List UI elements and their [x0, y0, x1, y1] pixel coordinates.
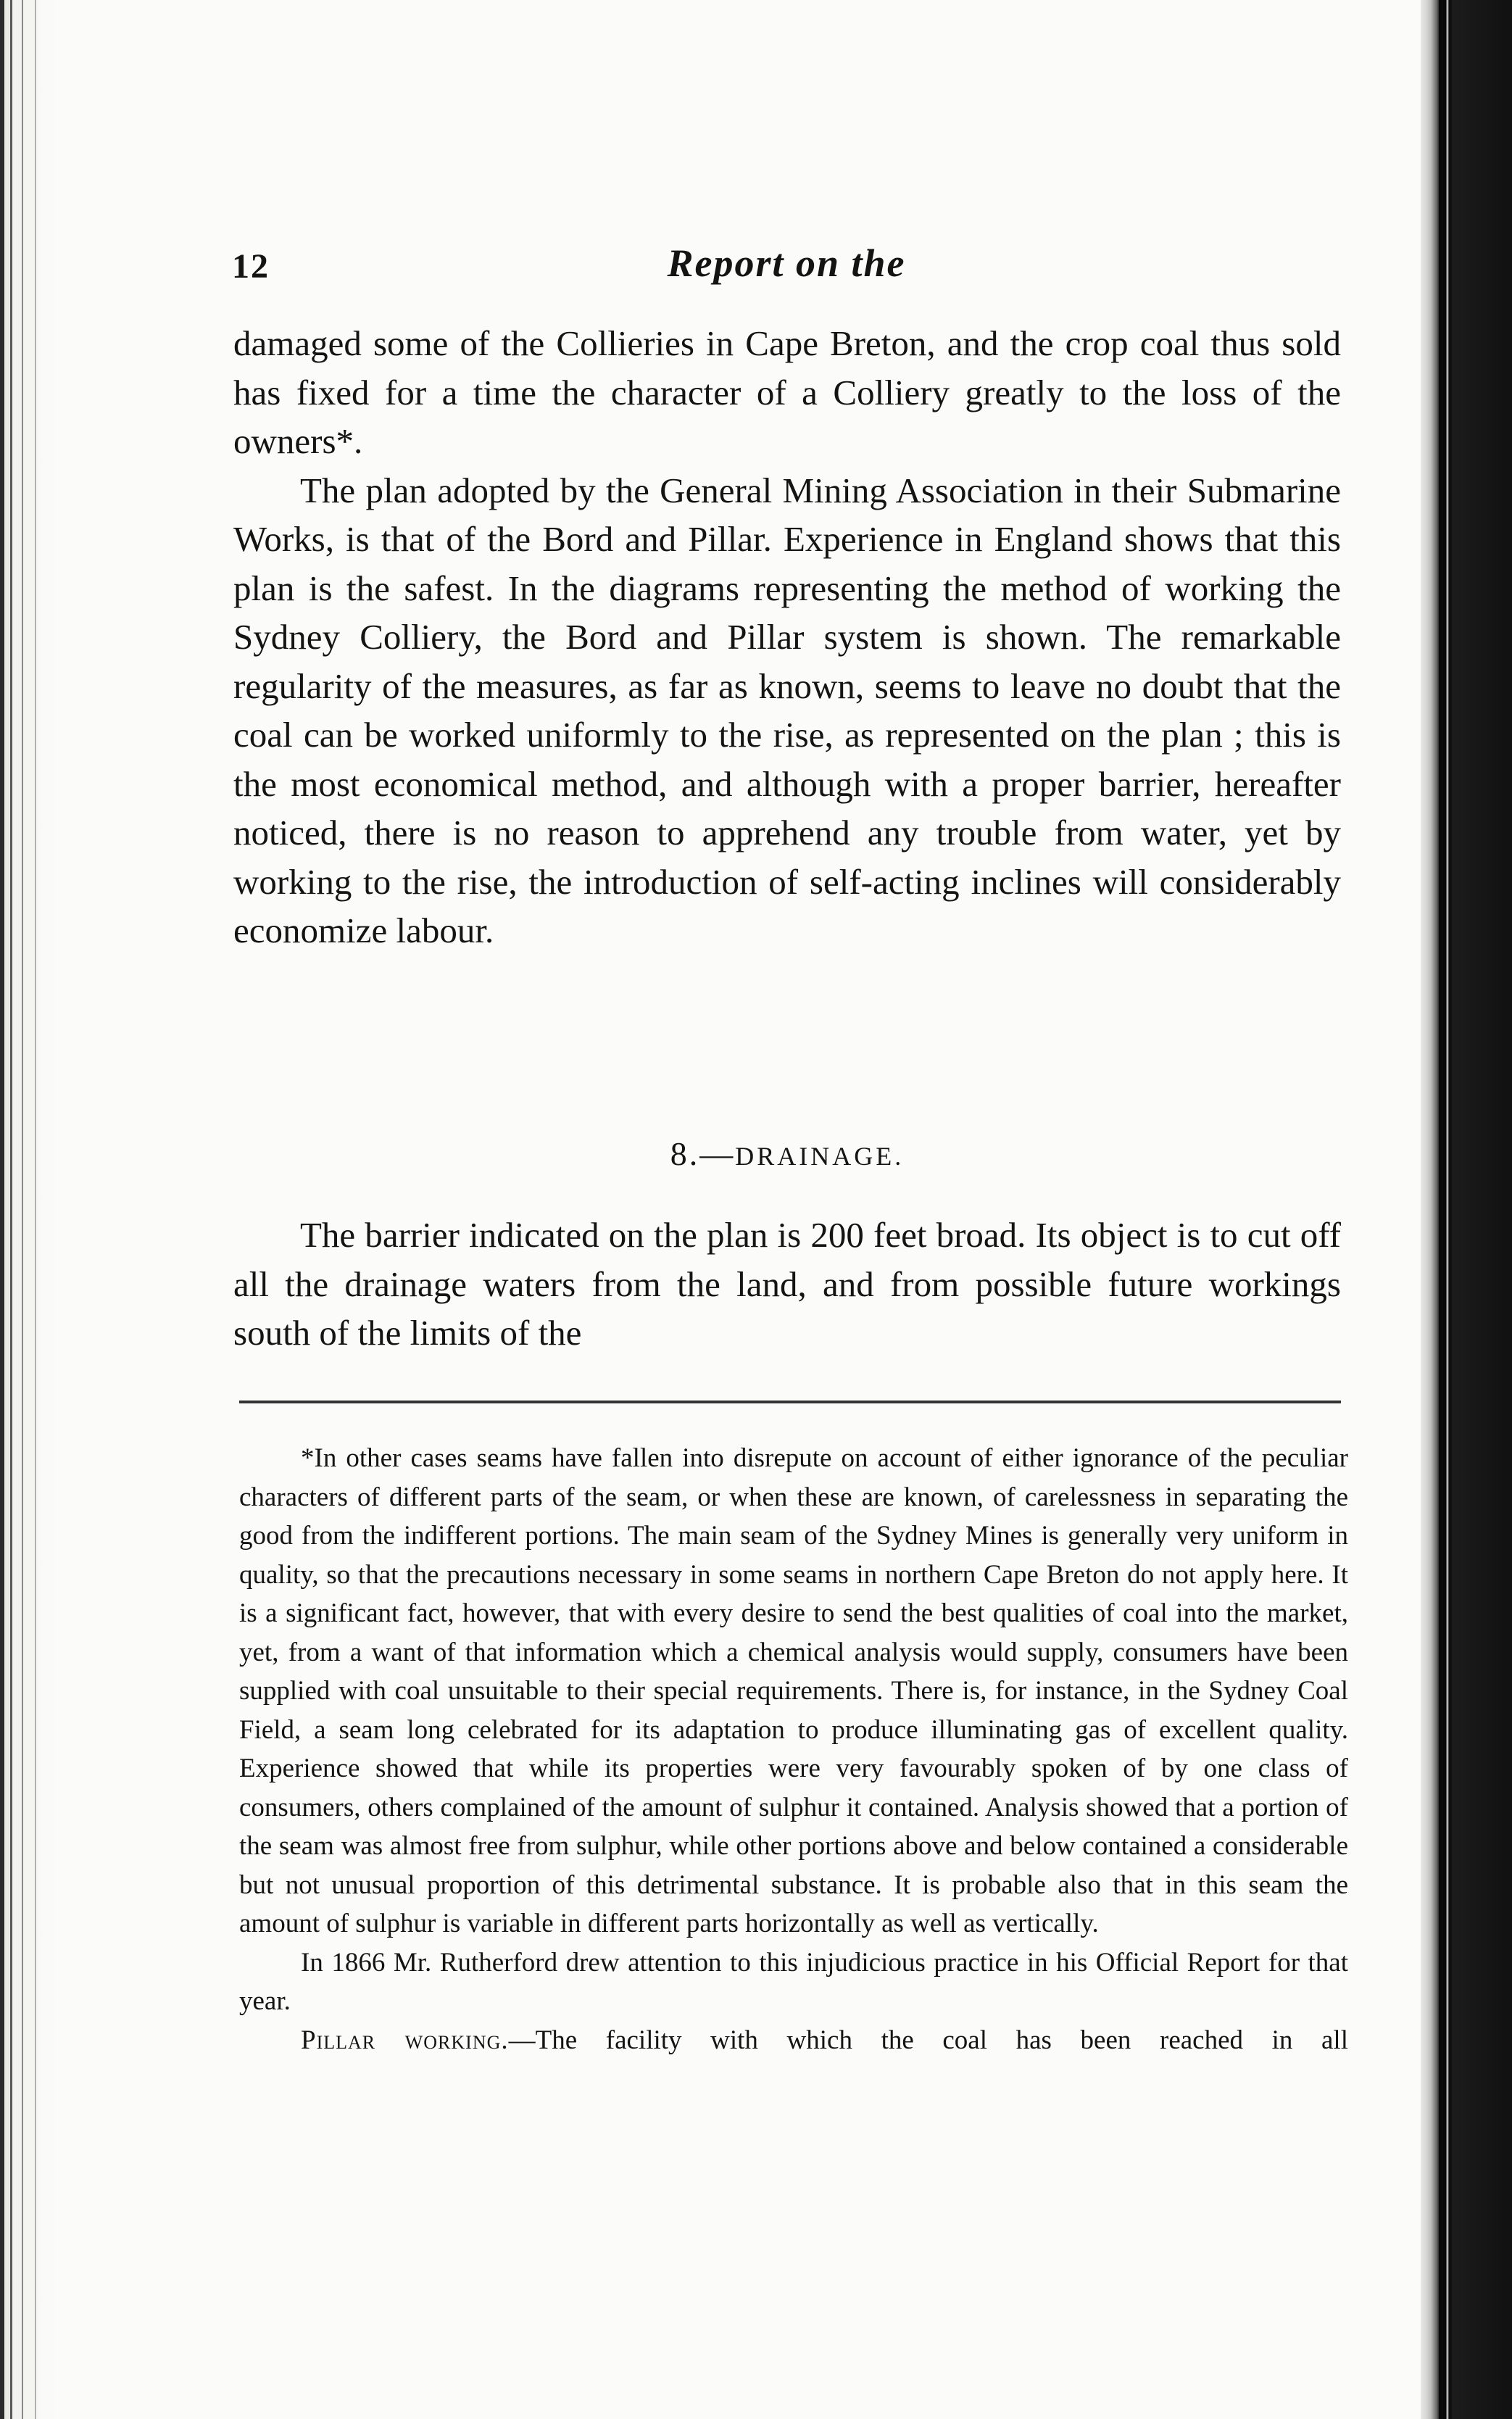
footnote-3-lead: Pillar working. — [301, 2025, 509, 2055]
section-title: DRAINAGE. — [735, 1142, 905, 1171]
footnote-3 — [239, 2021, 1348, 2060]
running-head-title: Report on the — [667, 241, 906, 285]
footnote-3-text: —The facility with which the coal has been reached in all — [508, 2025, 1348, 2055]
footnotes — [239, 1439, 1348, 2059]
drainage-paragraph-1: The barrier indicated on the plan is 200 feet broad. Its object is to cut off all the drainage waters from the land, and from possible future workings south of the limits of the — [233, 1215, 1341, 1353]
running-head — [232, 241, 1341, 299]
page-edge-right — [1421, 0, 1512, 2419]
footnote-1: *In other cases seams have fallen into disrepute on account of either ignorance of the peculiar characters of different parts of the seam, or when these are known, of carelessness in separating the good from the indifferent portions. The main seam of the Sydney Mines is generally very uniform in quality, so that the precautions necessary in some seams in northern Cape Breton do not apply here. It is a significant fact, however, that with every desire to send the best qualities of coal into the market, yet, from a want of that information which a chemical analysis would supply, consumers have been supplied with coal unsuitable to their special requirements. There is, for instance, in the Sydney Coal Field, a seam long celebrated for its adaptation to produce illuminating gas of excellent quality. Experience showed that while its properties were very favourably spoken of by one class of consumers, others complained of the amount of sulphur it contained. Analysis showed that a portion of the seam was almost free from sulphur, while other portions above and below contained a considerable but not unusual proportion of this detrimental substance. It is probable also that in this seam the amount of sulphur is variable in different parts horizontally as well as vertically. — [239, 1443, 1348, 1938]
body-text-drainage — [233, 1211, 1341, 1358]
body-paragraph-2: The plan adopted by the General Mining Association in their Submarine Works, is that of the Bord and Pillar. Experience in England shows that this plan is the safest. In the diagrams representing the method of working the Sydney Colliery, the Bord and Pillar system is shown. The remarkable regularity of the measures, as far as known, seems to leave no doubt that the coal can be worked uniformly to the rise, as represented on the plan ; this is the most economical method, and although with a proper barrier, hereafter noticed, there is no reason to apprehend any trouble from water, yet by working to the rise, the introduction of self-acting inclines will considerably economize labour. — [233, 470, 1341, 950]
section-number: 8.— — [670, 1135, 736, 1172]
body-text — [233, 319, 1341, 955]
footnote-divider — [239, 1401, 1341, 1403]
binding-edge-left — [0, 0, 57, 2419]
section-heading — [233, 1134, 1341, 1173]
body-paragraph-1: damaged some of the Collieries in Cape Breton, and the crop coal thus sold has fixed for a time the character of a Colliery greatly to the loss of the owners*. — [233, 323, 1341, 461]
page-number: 12 — [232, 247, 270, 286]
page-edge-shadow — [1439, 0, 1452, 2419]
footnote-2: In 1866 Mr. Rutherford drew attention to this injudicious practice in his Official Report for that year. — [239, 1947, 1348, 2016]
